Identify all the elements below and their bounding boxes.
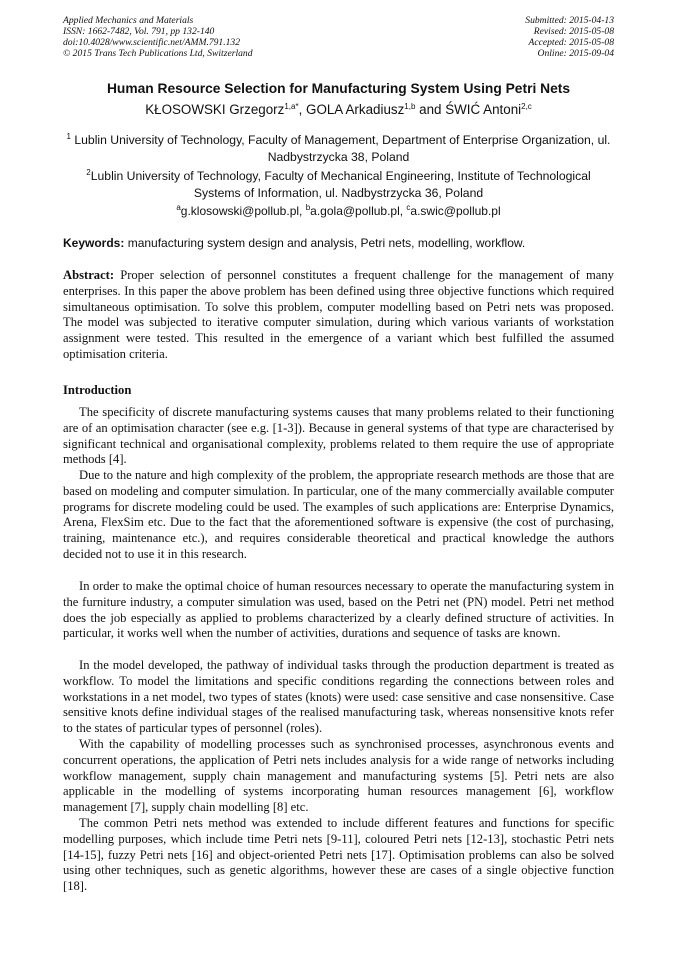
section-heading: Introduction [63,383,132,397]
intro-paragraph: In order to make the optimal choice of human resources necessary to operate the manufacturing system in the furniture industry, a computer simulation was used, based on the Petri net (PN) model. Petri net method does the job especially as applied to problems characterized by a clearly defined structure of activities. In particular, it works well when the number of activities, durations and sequence of tasks are known. [63,579,614,641]
revised-date: Revised: 2015-05-08 [533,26,614,37]
keywords-text: manufacturing system design and analysis, Petri nets, modelling, workflow. [127,236,526,250]
affiliation-1 [63,128,614,166]
author-separator: and [415,102,446,117]
affiliation-text: Lublin University of Technology, Faculty of Mechanical Engineering, Institute of Technological Systems of Information, ul. Nadbystrzycka 36, Poland [90,169,591,200]
email-separator: , [399,204,407,218]
author-superscript: 2,c [521,102,532,111]
paper-title: Human Resource Selection for Manufacturing System Using Petri Nets [106,81,571,96]
author-name: GOLA Arkadiusz [306,102,405,117]
abstract [63,268,614,363]
author-superscript: 1,a* [284,102,299,111]
email-separator: , [299,204,306,218]
intro-paragraph: Due to the nature and high complexity of the problem, the appropriate research methods are those that are based on modeling and computer simulation. In particular, one of the many commercially available computer programs for discrete modeling could be used. The examples of such applications are: Enterprise Dynamics, Arena, FlexSim etc. Due to the fact that the aforementioned software is expensive (the cost of purchasing, training, maintenance etc.), and requires considerable theoretical and practical knowledge the authors decided not to use it in this research. [63,468,614,561]
abstract-label: Abstract: [63,268,115,282]
journal-name: Applied Mechanics and Materials [63,15,194,26]
affiliation-number: 1 [66,132,71,141]
author-separator: , [298,102,307,117]
journal-issn: ISSN: 1662-7482, Vol. 791, pp 132-140 [63,26,215,37]
author-list [63,102,614,117]
author-name: KŁOSOWSKI Grzegorz [145,102,285,117]
accepted-date: Accepted: 2015-05-08 [528,37,614,48]
intro-paragraph: The specificity of discrete manufacturing systems causes that many problems related to their functioning are of an optimisation character (see e.g. [1-3]). Because in general systems of that type are characterised by significant technical and organisational complexity, problems related to them require the use of appropriate methods [4]. [63,405,614,467]
email-link[interactable]: a.swic@pollub.pl [410,204,501,218]
submitted-date: Submitted: 2015-04-13 [525,15,614,26]
email-link[interactable]: g.klosowski@pollub.pl [180,204,300,218]
keywords-label: Keywords: [63,236,125,250]
abstract-text: Proper selection of personnel constitutes a frequent challenge for the management of many enterprises. In this paper the above problem has been defined using three objective functions which required simultaneous optimisation. To solve this problem, computer modelling based on Petri nets was proposed. The model was subjected to iterative computer simulation, during which various variants of workstation assignment were tested. This resulted in the emergence of a variant which best fulfilled the assumed optimisation criteria. [63,268,614,361]
affiliation-text: Lublin University of Technology, Faculty of Management, Department of Enterprise Organization, ul. Nadbystrzycka 38, Poland [74,133,611,164]
intro-paragraph: The common Petri nets method was extended to include different features and functions for specific modelling purposes, which include time Petri nets [9-11], coloured Petri nets [12-13], stochastic Petri nets [14-15], fuzzy Petri nets [16] and object-oriented Petri nets [17]. Optimisation problems can also be solved using other techniques, such as genetic algorithms, however these are cases of a single objective function [18]. [63,816,614,894]
keywords [63,236,614,250]
journal-doi[interactable]: doi:10.4028/www.scientific.net/AMM.791.132 [63,37,241,48]
intro-paragraph: In the model developed, the pathway of individual tasks through the production department is treated as workflow. To model the limitations and specific conditions regarding the connections between roles and workstations in a net model, two types of states (knots) were used: case sensitive and case nonsensitive. Case sensitive knots define individual stages of the realised manufacturing task, whereas nonsensitive knots refer to the states of particular types of personnel (roles). [63,658,614,736]
intro-paragraph: With the capability of modelling processes such as synchronised processes, asynchronous events and concurrent operations, the application of Petri nets includes analysis for a wide range of networks including workflow management, supply chain management and manufacturing systems [5]. Petri nets are also applicable in the modelling of systems incorporating human resources management [6], workflow management [7], supply chain modelling [8] etc. [63,737,614,815]
author-name: ŚWIĆ Antoni [445,102,522,117]
affiliation-2 [63,164,614,202]
author-emails [63,203,614,218]
email-superscript: a [176,203,181,212]
email-superscript: c [406,203,411,212]
publication-dates [525,15,614,59]
author-superscript: 1,b [404,102,416,111]
affiliation-number: 2 [86,168,91,177]
journal-info [63,15,253,59]
email-link[interactable]: a.gola@pollub.pl [310,204,400,218]
online-date: Online: 2015-09-04 [537,48,614,59]
email-superscript: b [305,203,311,212]
journal-copyright: © 2015 Trans Tech Publications Ltd, Switzerland [63,48,253,59]
